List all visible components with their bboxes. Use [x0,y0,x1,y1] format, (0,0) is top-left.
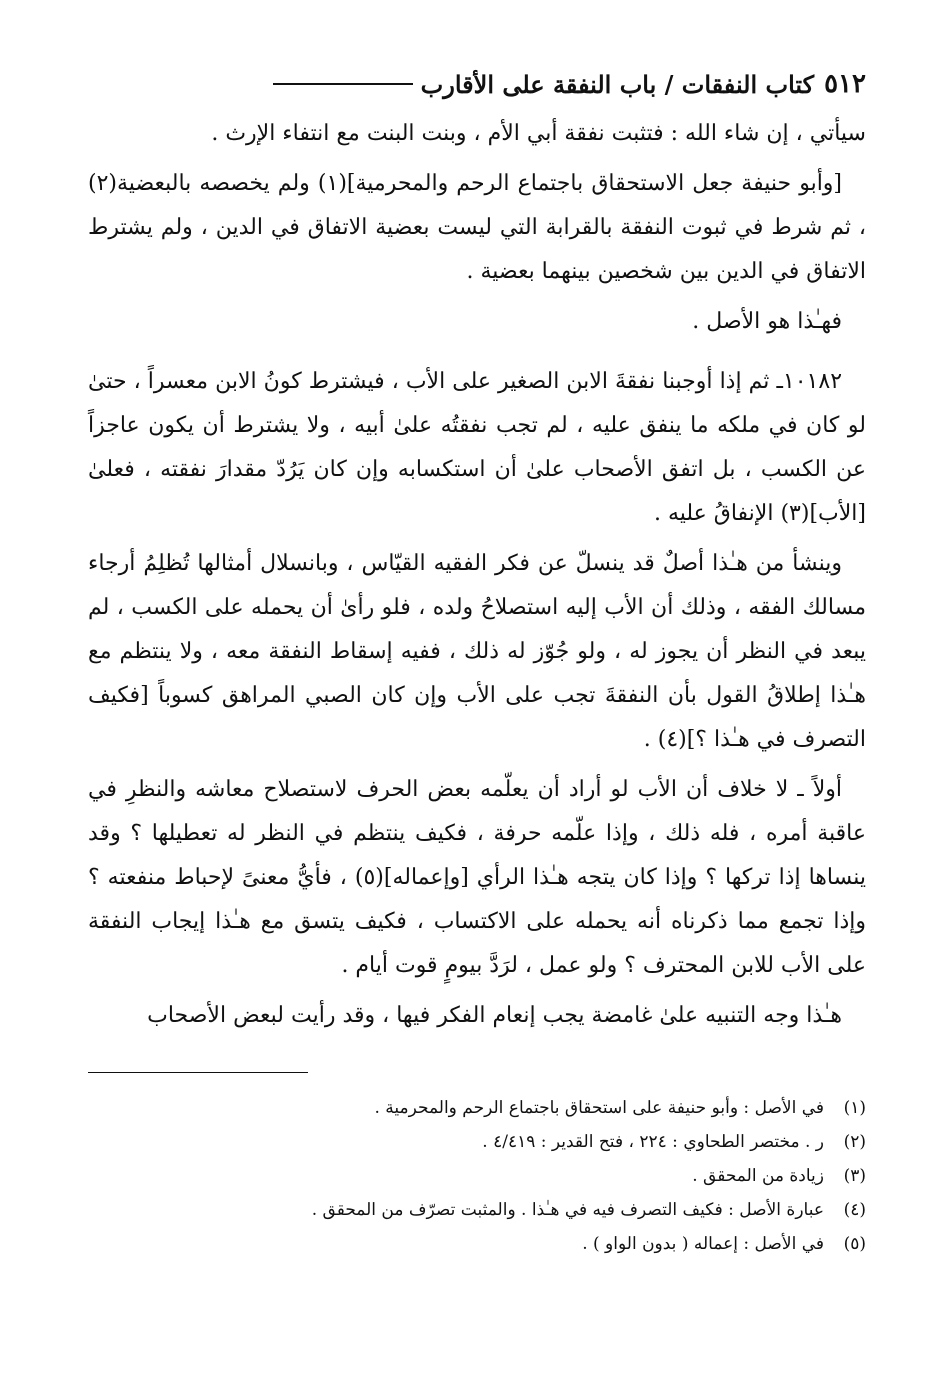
paragraph-section-10182: ١٠١٨٢ـ ثم إذا أوجبنا نفقةَ الابن الصغير على الأب ، فيشترط كونُ الابن معسراً ، حتىٰ لو كان في ملكه ما ينفق عليه ، لم تجب نفقتُه علىٰ أبيه ، ولا يشترط أن يكون عاجزاً عن الكسب ، بل اتفق الأصحاب علىٰ أن استكسابه وإن كان يَرُدّ مقدارَ نفقته ، فعلىٰ [الأب](٣) الإنفاقُ عليه . [88,369,866,526]
page [88,64,866,1261]
footnote [88,1091,866,1125]
footnote-number: (١) [843,1098,866,1118]
paragraph: أولاً ـ لا خلاف أن الأب لو أراد أن يعلّمه بعض الحرف لاستصلاح معاشه والنظرِ في عاقبة أمره ، فله ذلك ، وإذا علّمه حرفة ، فكيف ينتظم في النظر له تعطيلها ؟ وقد ينساها إذا تركها ؟ وإذا كان يتجه هـٰذا الرأي [وإعماله](٥) ، فأيُّ معنىً لإحباط منفعته ؟ وإذا تجمع مما ذكرناه أنه يحمله على الاكتساب ، فكيف يتسق مع هـٰذا إيجاب النفقة على الأب للابن المحترف ؟ ولو عمل ، لرَدَّ بيومٍ قوت أيام . [88,777,866,978]
header-rule [273,83,413,85]
footnote-text: زيادة من المحقق . [692,1166,824,1186]
footnote-number: (٤) [843,1200,866,1220]
footnote [88,1125,866,1159]
paragraph: هـٰذا وجه التنبيه علىٰ غامضة يجب إنعام الفكر فيها ، وقد رأيت لبعض الأصحاب [147,1003,842,1028]
footnote [88,1193,866,1227]
running-title: كتاب النفقات / باب النفقة على الأقارب [420,69,815,99]
page-header [88,64,866,104]
paragraph: وينشأ من هـٰذا أصلٌ قد ينسلّ عن فكر الفقيه القيّاس ، وبانسلال أمثالها تُظلِمُ أرجاء مسالك الفقه ، وذلك أن الأب إليه استصلاحُ ولده ، فلو رأىٰ أن يحمله على الكسب ، لم يبعد في النظر أن يجوز له ، ولو جُوّز له ذلك ، ففيه إسقاط النفقة معه ، ولا ينتظم مع هـٰذا إطلاقُ القول بأن النفقةَ تجب على الأب وإن كان الصبي المراهق كسوباً [فكيف التصرف في هـٰذا ؟](٤) . [88,551,866,752]
paragraph: فهـٰذا هو الأصل . [692,309,842,334]
footnote-text: في الأصل : إعماله ( بدون الواو ) . [582,1234,824,1254]
footnote-number: (٥) [843,1234,866,1254]
main-text [88,112,866,1038]
footnote-text: في الأصل : وأبو حنيفة على استحقاق باجتماع الرحم والمحرمية . [374,1098,824,1118]
footnote-text: ر . مختصر الطحاوي : ٢٢٤ ، فتح القدير : ٤/٤١٩ . [482,1132,824,1152]
paragraph: [وأبو حنيفة جعل الاستحقاق باجتماع الرحم والمحرمية](١) ولم يخصصه بالبعضية(٢) ، ثم شرط في ثبوت النفقة بالقرابة التي ليست بعضية الاتفاق في الدين ، ولم يشترط الاتفاق في الدين بين شخصين بينهما بعضية . [88,171,866,284]
footnote [88,1159,866,1193]
paragraph: سيأتي ، إن شاء الله : فتثبت نفقة أبي الأم ، وبنت البنت مع انتفاء الإرث . [211,121,866,146]
footnote [88,1227,866,1261]
page-number: ٥١٢ [824,69,866,99]
footnote-divider [88,1072,308,1073]
footnote-text: عبارة الأصل : فكيف التصرف فيه في هـٰذا . والمثبت تصرّف من المحقق . [311,1200,824,1220]
footnote-number: (٢) [843,1132,866,1152]
footnotes [88,1091,866,1261]
footnote-number: (٣) [843,1166,866,1186]
